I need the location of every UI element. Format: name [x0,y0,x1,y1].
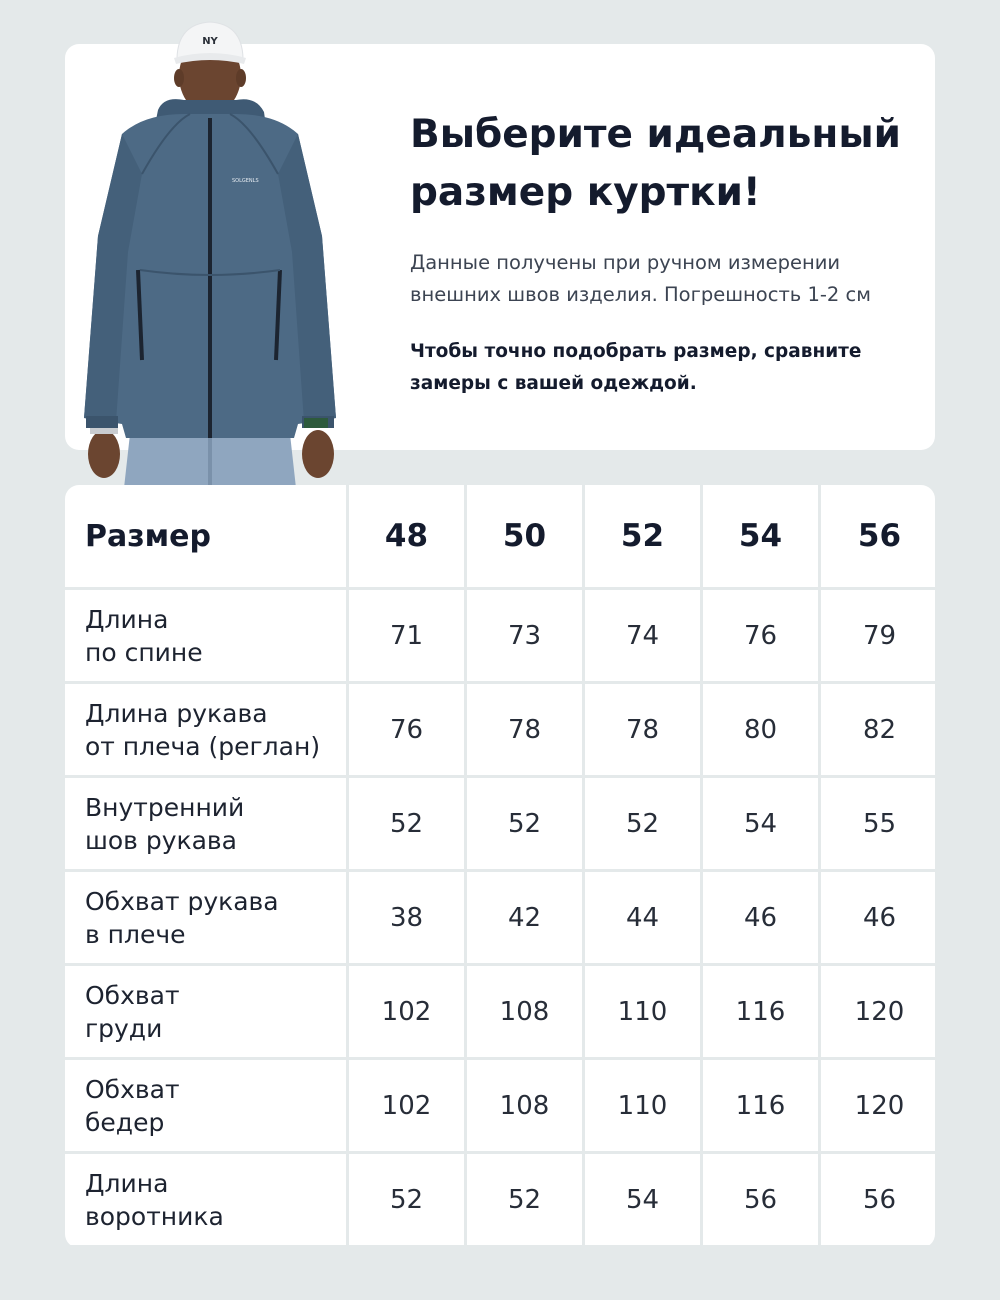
size-column-header: 54 [703,485,818,587]
table-cell: 52 [349,1154,464,1245]
table-cell: 73 [467,590,582,681]
table-cell: 82 [821,684,935,775]
table-cell: 55 [821,778,935,869]
table-cell: 110 [585,966,700,1057]
table-cell: 44 [585,872,700,963]
row-label-line: шов рукава [85,825,237,855]
table-cell: 38 [349,872,464,963]
row-label-back-length [65,590,346,681]
title-line-2: размер куртки! [410,170,761,215]
row-label-sleeve-length [65,684,346,775]
row-label-chest-girth [65,966,346,1057]
table-cell: 102 [349,1060,464,1151]
table-cell: 52 [349,778,464,869]
row-label-line: в плече [85,919,186,949]
table-cell: 52 [585,778,700,869]
row-label-line: Длина [85,1168,169,1198]
size-column-header: 50 [467,485,582,587]
description-line-1: Данные получены при ручном измерении [410,251,841,274]
measurement-description [410,247,930,311]
table-cell: 74 [585,590,700,681]
cap-logo: NY [202,36,218,47]
table-cell: 102 [349,966,464,1057]
row-label-line: воротника [85,1201,224,1231]
table-cell: 108 [467,1060,582,1151]
table-cell: 52 [467,1154,582,1245]
row-label-line: Длина рукава [85,698,268,728]
row-label-hip-girth [65,1060,346,1151]
table-cell: 76 [703,590,818,681]
table-cell: 54 [703,778,818,869]
table-cell: 116 [703,966,818,1057]
size-header-label: Размер [65,485,346,587]
row-label-line: Длина [85,604,169,634]
size-column-header: 48 [349,485,464,587]
fitting-tip [410,336,930,400]
table-cell: 120 [821,1060,935,1151]
tip-line-2: замеры с вашей одеждой. [410,373,697,394]
title-line-1: Выберите идеальный [410,112,901,157]
row-label-sleeve-girth [65,872,346,963]
table-cell: 71 [349,590,464,681]
row-label-inner-seam [65,778,346,869]
table-cell: 46 [821,872,935,963]
table-cell: 78 [467,684,582,775]
row-label-collar-length [65,1154,346,1245]
page-title [410,106,930,222]
table-cell: 108 [467,966,582,1057]
table-cell: 42 [467,872,582,963]
size-grid [65,485,935,1248]
row-label-line: от плеча (реглан) [85,731,321,761]
table-cell: 78 [585,684,700,775]
tip-line-1: Чтобы точно подобрать размер, сравните [410,341,862,362]
size-column-header: 56 [821,485,935,587]
table-cell: 56 [703,1154,818,1245]
table-cell: 110 [585,1060,700,1151]
description-line-2: внешних швов изделия. Погрешность 1-2 см [410,283,871,306]
table-cell: 52 [467,778,582,869]
table-cell: 116 [703,1060,818,1151]
row-label-line: Обхват [85,1074,180,1104]
size-table [65,485,935,1248]
row-label-line: бедер [85,1107,165,1137]
chest-logo: SOLGENLS [232,178,259,184]
table-cell: 120 [821,966,935,1057]
model-jacket-illustration [60,14,360,488]
table-cell: 76 [349,684,464,775]
row-label-line: груди [85,1013,163,1043]
row-label-line: Обхват [85,980,180,1010]
table-cell: 56 [821,1154,935,1245]
table-cell: 46 [703,872,818,963]
table-cell: 80 [703,684,818,775]
table-cell: 54 [585,1154,700,1245]
size-column-header: 52 [585,485,700,587]
table-cell: 79 [821,590,935,681]
row-label-line: Внутренний [85,792,245,822]
row-label-line: Обхват рукава [85,886,279,916]
row-label-line: по спине [85,637,203,667]
